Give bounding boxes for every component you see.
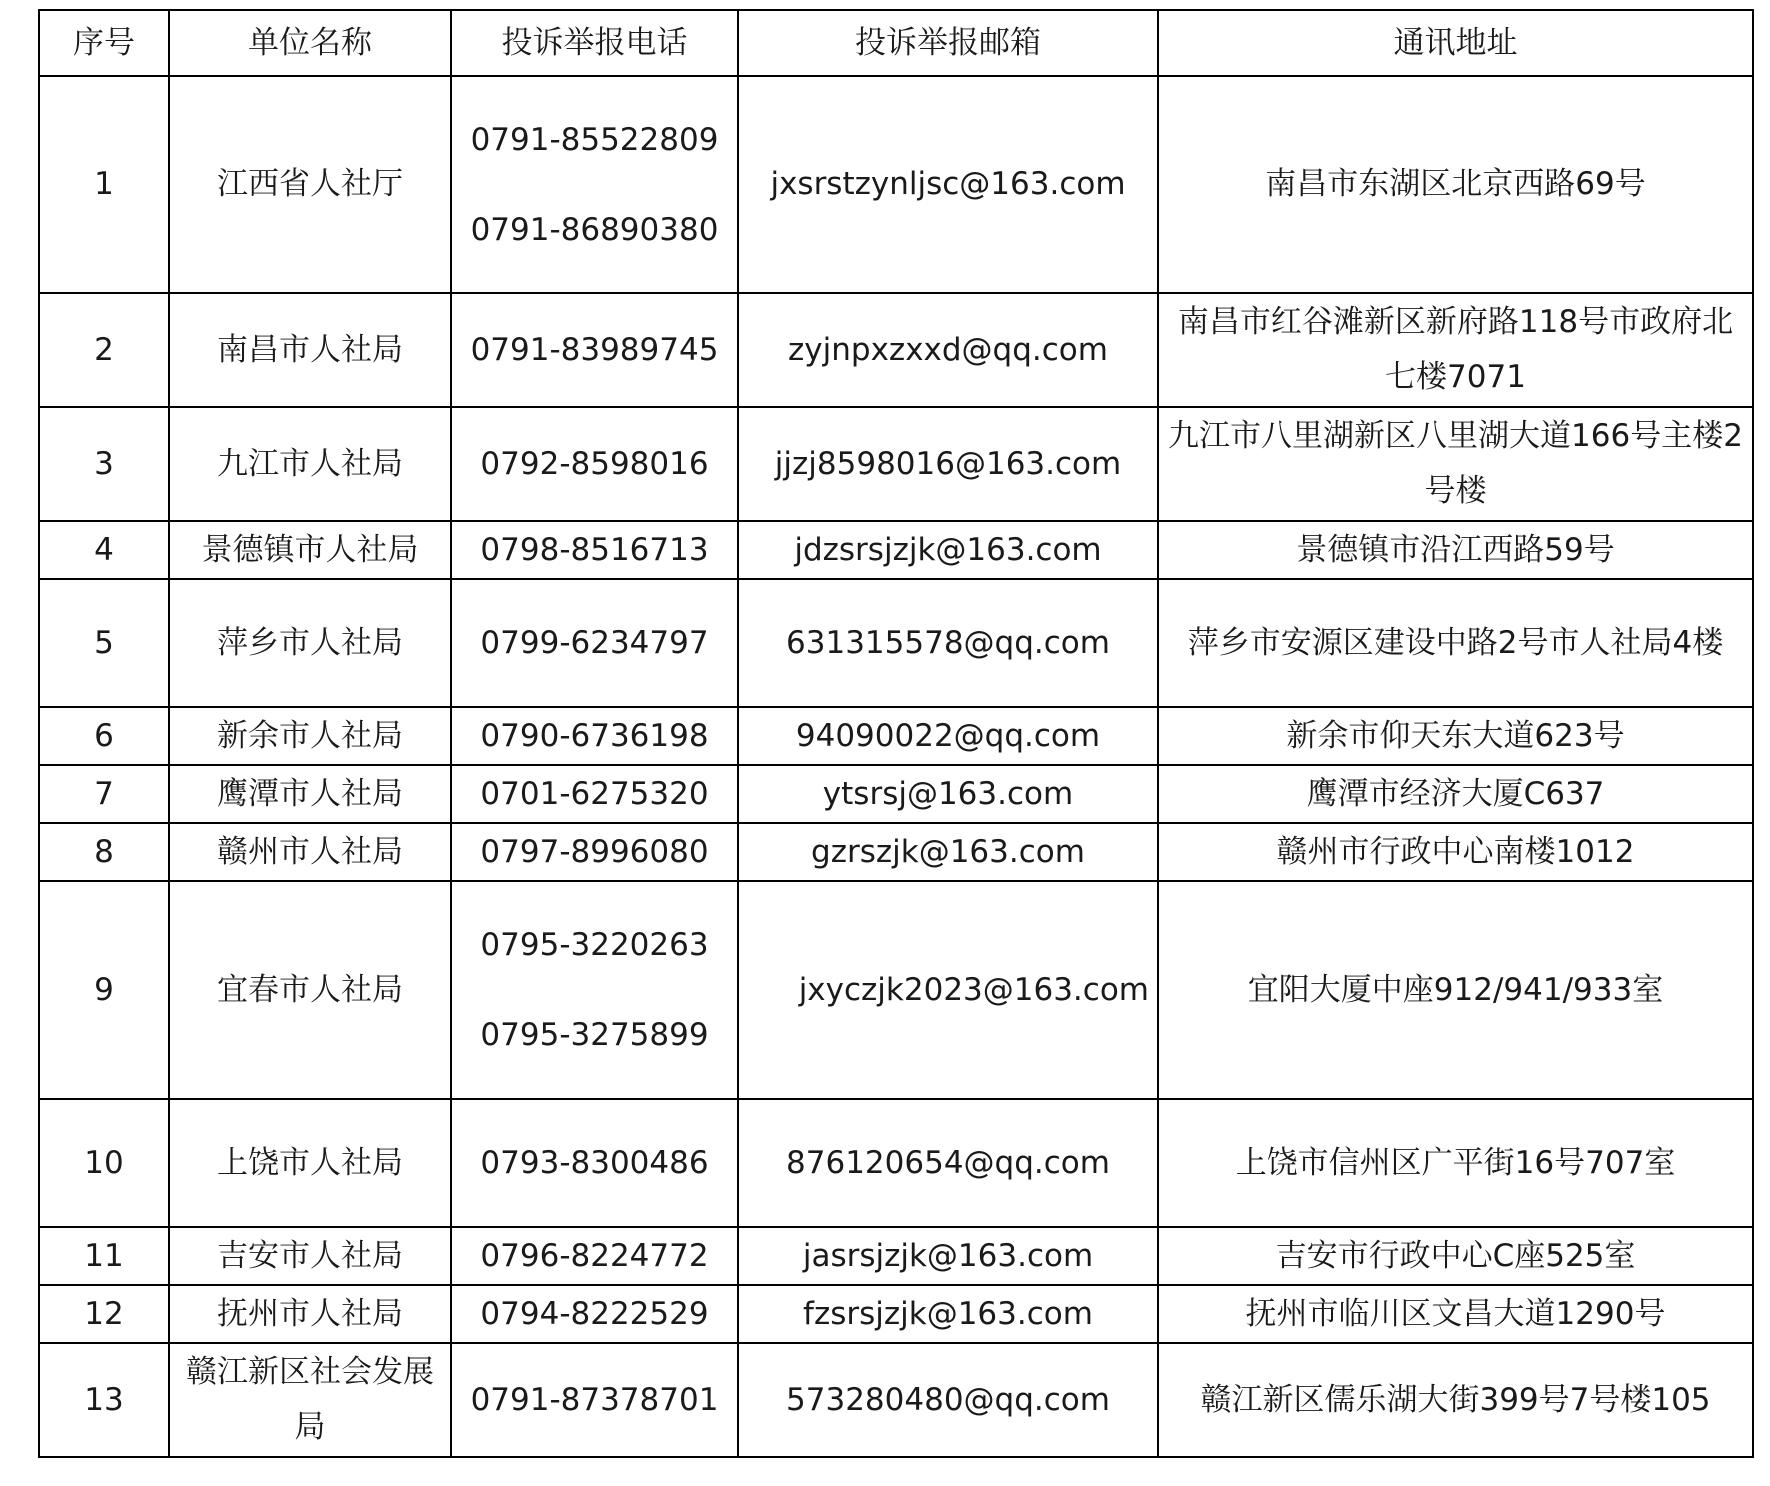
cell-unit: 赣江新区社会发展局 xyxy=(169,1343,451,1457)
cell-address: 南昌市东湖区北京西路69号 xyxy=(1158,76,1753,293)
cell-no: 1 xyxy=(39,76,169,293)
cell-unit: 上饶市人社局 xyxy=(169,1099,451,1227)
cell-email: ytsrsj@163.com xyxy=(738,765,1158,823)
table-body xyxy=(39,76,1753,1457)
table-row xyxy=(39,1099,1753,1227)
cell-phone: 0796-8224772 xyxy=(451,1227,738,1285)
cell-unit: 景德镇市人社局 xyxy=(169,521,451,579)
cell-no: 10 xyxy=(39,1099,169,1227)
cell-address: 萍乡市安源区建设中路2号市人社局4楼 xyxy=(1158,579,1753,707)
cell-phone: 0793-8300486 xyxy=(451,1099,738,1227)
cell-email: gzrszjk@163.com xyxy=(738,823,1158,881)
cell-no: 7 xyxy=(39,765,169,823)
complaint-contacts-table xyxy=(38,9,1754,1458)
cell-no: 9 xyxy=(39,881,169,1099)
cell-email: jxyczjk2023@163.com xyxy=(738,881,1158,1099)
cell-phone: 0791-87378701 xyxy=(451,1343,738,1457)
cell-phone: 0797-8996080 xyxy=(451,823,738,881)
cell-unit: 鹰潭市人社局 xyxy=(169,765,451,823)
cell-no: 8 xyxy=(39,823,169,881)
cell-address: 新余市仰天东大道623号 xyxy=(1158,707,1753,765)
cell-unit: 萍乡市人社局 xyxy=(169,579,451,707)
header-phone: 投诉举报电话 xyxy=(451,10,738,76)
cell-phone xyxy=(451,881,738,1099)
cell-email: jdzsrsjzjk@163.com xyxy=(738,521,1158,579)
cell-phone: 0792-8598016 xyxy=(451,407,738,521)
cell-no: 12 xyxy=(39,1285,169,1343)
table-row xyxy=(39,579,1753,707)
cell-email: fzsrsjzjk@163.com xyxy=(738,1285,1158,1343)
table-header xyxy=(39,10,1753,76)
cell-email: jjzj8598016@163.com xyxy=(738,407,1158,521)
table-row xyxy=(39,823,1753,881)
cell-email: zyjnpxzxxd@qq.com xyxy=(738,293,1158,407)
cell-unit: 江西省人社厅 xyxy=(169,76,451,293)
cell-address: 吉安市行政中心C座525室 xyxy=(1158,1227,1753,1285)
cell-email: jxsrstzynljsc@163.com xyxy=(738,76,1158,293)
header-email: 投诉举报邮箱 xyxy=(738,10,1158,76)
header-address: 通讯地址 xyxy=(1158,10,1753,76)
cell-unit: 南昌市人社局 xyxy=(169,293,451,407)
cell-no: 2 xyxy=(39,293,169,407)
phone-number: 0795-3220263 xyxy=(480,927,709,963)
cell-no: 13 xyxy=(39,1343,169,1457)
header-row xyxy=(39,10,1753,76)
phone-number: 0791-85522809 xyxy=(470,121,719,158)
table-row xyxy=(39,1343,1753,1457)
cell-address: 赣江新区儒乐湖大街399号7号楼105 xyxy=(1158,1343,1753,1457)
cell-unit: 九江市人社局 xyxy=(169,407,451,521)
cell-phone: 0798-8516713 xyxy=(451,521,738,579)
cell-phone: 0791-83989745 xyxy=(451,293,738,407)
cell-phone: 0799-6234797 xyxy=(451,579,738,707)
phone-number: 0791-86890380 xyxy=(470,211,719,248)
cell-phone: 0701-6275320 xyxy=(451,765,738,823)
cell-unit: 抚州市人社局 xyxy=(169,1285,451,1343)
cell-no: 3 xyxy=(39,407,169,521)
table-row xyxy=(39,1227,1753,1285)
cell-phone: 0790-6736198 xyxy=(451,707,738,765)
cell-email: 876120654@qq.com xyxy=(738,1099,1158,1227)
cell-email: 631315578@qq.com xyxy=(738,579,1158,707)
cell-email: 573280480@qq.com xyxy=(738,1343,1158,1457)
cell-no: 5 xyxy=(39,579,169,707)
cell-email: jasrsjzjk@163.com xyxy=(738,1227,1158,1285)
cell-unit: 新余市人社局 xyxy=(169,707,451,765)
cell-phone xyxy=(451,76,738,293)
table-row xyxy=(39,76,1753,293)
table-row xyxy=(39,881,1753,1099)
table-row xyxy=(39,407,1753,521)
cell-address: 景德镇市沿江西路59号 xyxy=(1158,521,1753,579)
cell-address: 九江市八里湖新区八里湖大道166号主楼2号楼 xyxy=(1158,407,1753,521)
cell-unit: 赣州市人社局 xyxy=(169,823,451,881)
cell-address: 上饶市信州区广平街16号707室 xyxy=(1158,1099,1753,1227)
phone-number: 0795-3275899 xyxy=(480,1017,709,1053)
cell-no: 6 xyxy=(39,707,169,765)
cell-address: 赣州市行政中心南楼1012 xyxy=(1158,823,1753,881)
header-no: 序号 xyxy=(39,10,169,76)
cell-address: 南昌市红谷滩新区新府路118号市政府北七楼7071 xyxy=(1158,293,1753,407)
table-row xyxy=(39,707,1753,765)
cell-unit: 宜春市人社局 xyxy=(169,881,451,1099)
cell-address: 抚州市临川区文昌大道1290号 xyxy=(1158,1285,1753,1343)
cell-phone: 0794-8222529 xyxy=(451,1285,738,1343)
table-row xyxy=(39,293,1753,407)
cell-unit: 吉安市人社局 xyxy=(169,1227,451,1285)
table-row xyxy=(39,765,1753,823)
header-unit: 单位名称 xyxy=(169,10,451,76)
cell-email: 94090022@qq.com xyxy=(738,707,1158,765)
cell-no: 11 xyxy=(39,1227,169,1285)
cell-address: 宜阳大厦中座912/941/933室 xyxy=(1158,881,1753,1099)
table-row xyxy=(39,1285,1753,1343)
table-row xyxy=(39,521,1753,579)
cell-address: 鹰潭市经济大厦C637 xyxy=(1158,765,1753,823)
cell-no: 4 xyxy=(39,521,169,579)
